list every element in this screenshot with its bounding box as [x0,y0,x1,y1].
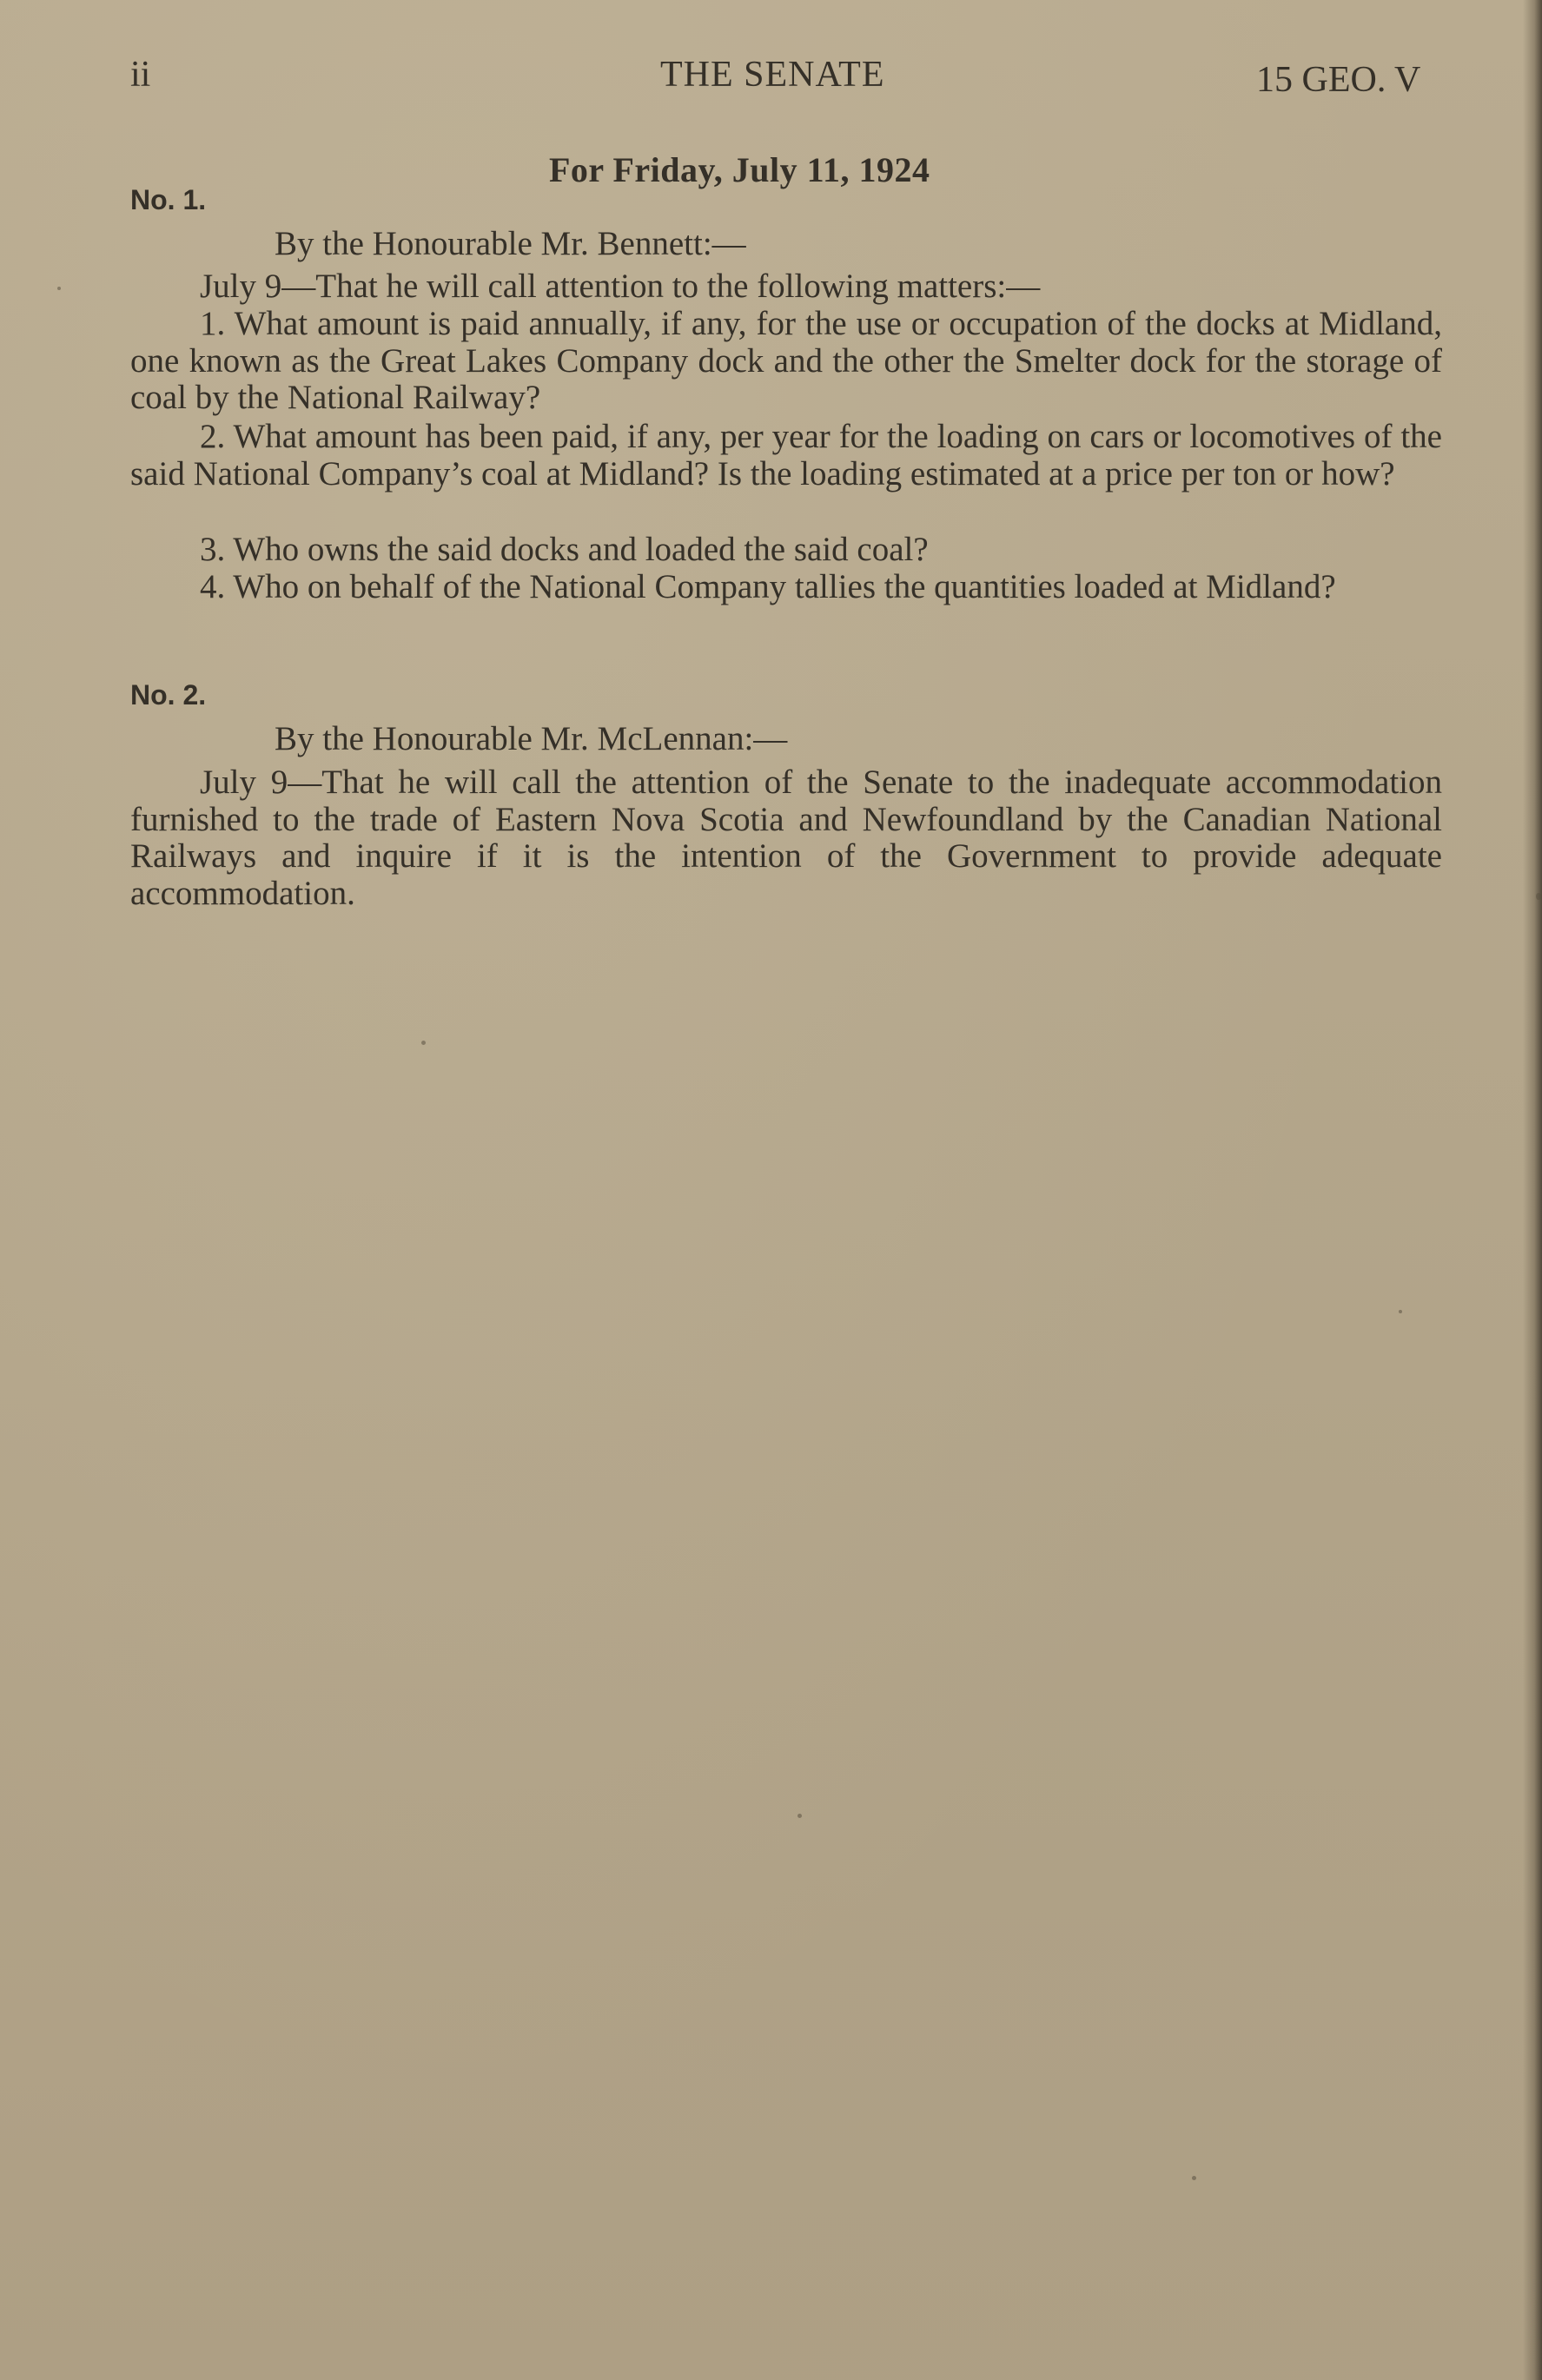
paper-speck [57,287,61,290]
item-by-line: By the Honourable Mr. Bennett:— [275,225,746,262]
item-paragraph: July 9—That he will call attention to the following matters:— [200,268,1041,305]
item-number: No. 2. [130,679,207,711]
paper-speck [1192,2176,1196,2180]
item-number: No. 1. [130,184,207,215]
page-edge-shadow [1523,0,1542,2380]
paper-speck [1399,1310,1402,1313]
item-by-line: By the Honourable Mr. McLennan:— [275,720,788,757]
paper-speck [797,1814,802,1818]
running-title: THE SENATE [660,55,885,95]
item-paragraph: July 9—That he will call the attention of the Senate to the inadequate accommodation furnished to the trade of Eastern Nova Scotia and Newfoundland by the Canadian National Railways and inquire if it is the intention of the Government to provide adequate accommodation. [130,764,1442,912]
item-question: 2. What amount has been paid, if any, per year for the loading on cars or locomotives of the said National Company’s coal at Midland? Is the loading estimated at a price per ton or how? [130,418,1442,493]
date-heading: For Friday, July 11, 1924 [549,150,930,189]
paper-speck [421,1041,426,1045]
paper-speck [1536,893,1541,900]
item-question: 1. What amount is paid annually, if any, for the use or occupation of the docks at Midland, one known as the Great Lakes Company dock and the other the Smelter dock for the storage of coal by the National Railway? [130,305,1442,416]
item-question: 4. Who on behalf of the National Company tallies the quantities loaded at Midland? [200,568,1336,605]
page-number: ii [130,55,151,95]
item-question: 3. Who owns the said docks and loaded the said coal? [200,531,929,568]
session-label: 15 GEO. V [1256,60,1421,100]
